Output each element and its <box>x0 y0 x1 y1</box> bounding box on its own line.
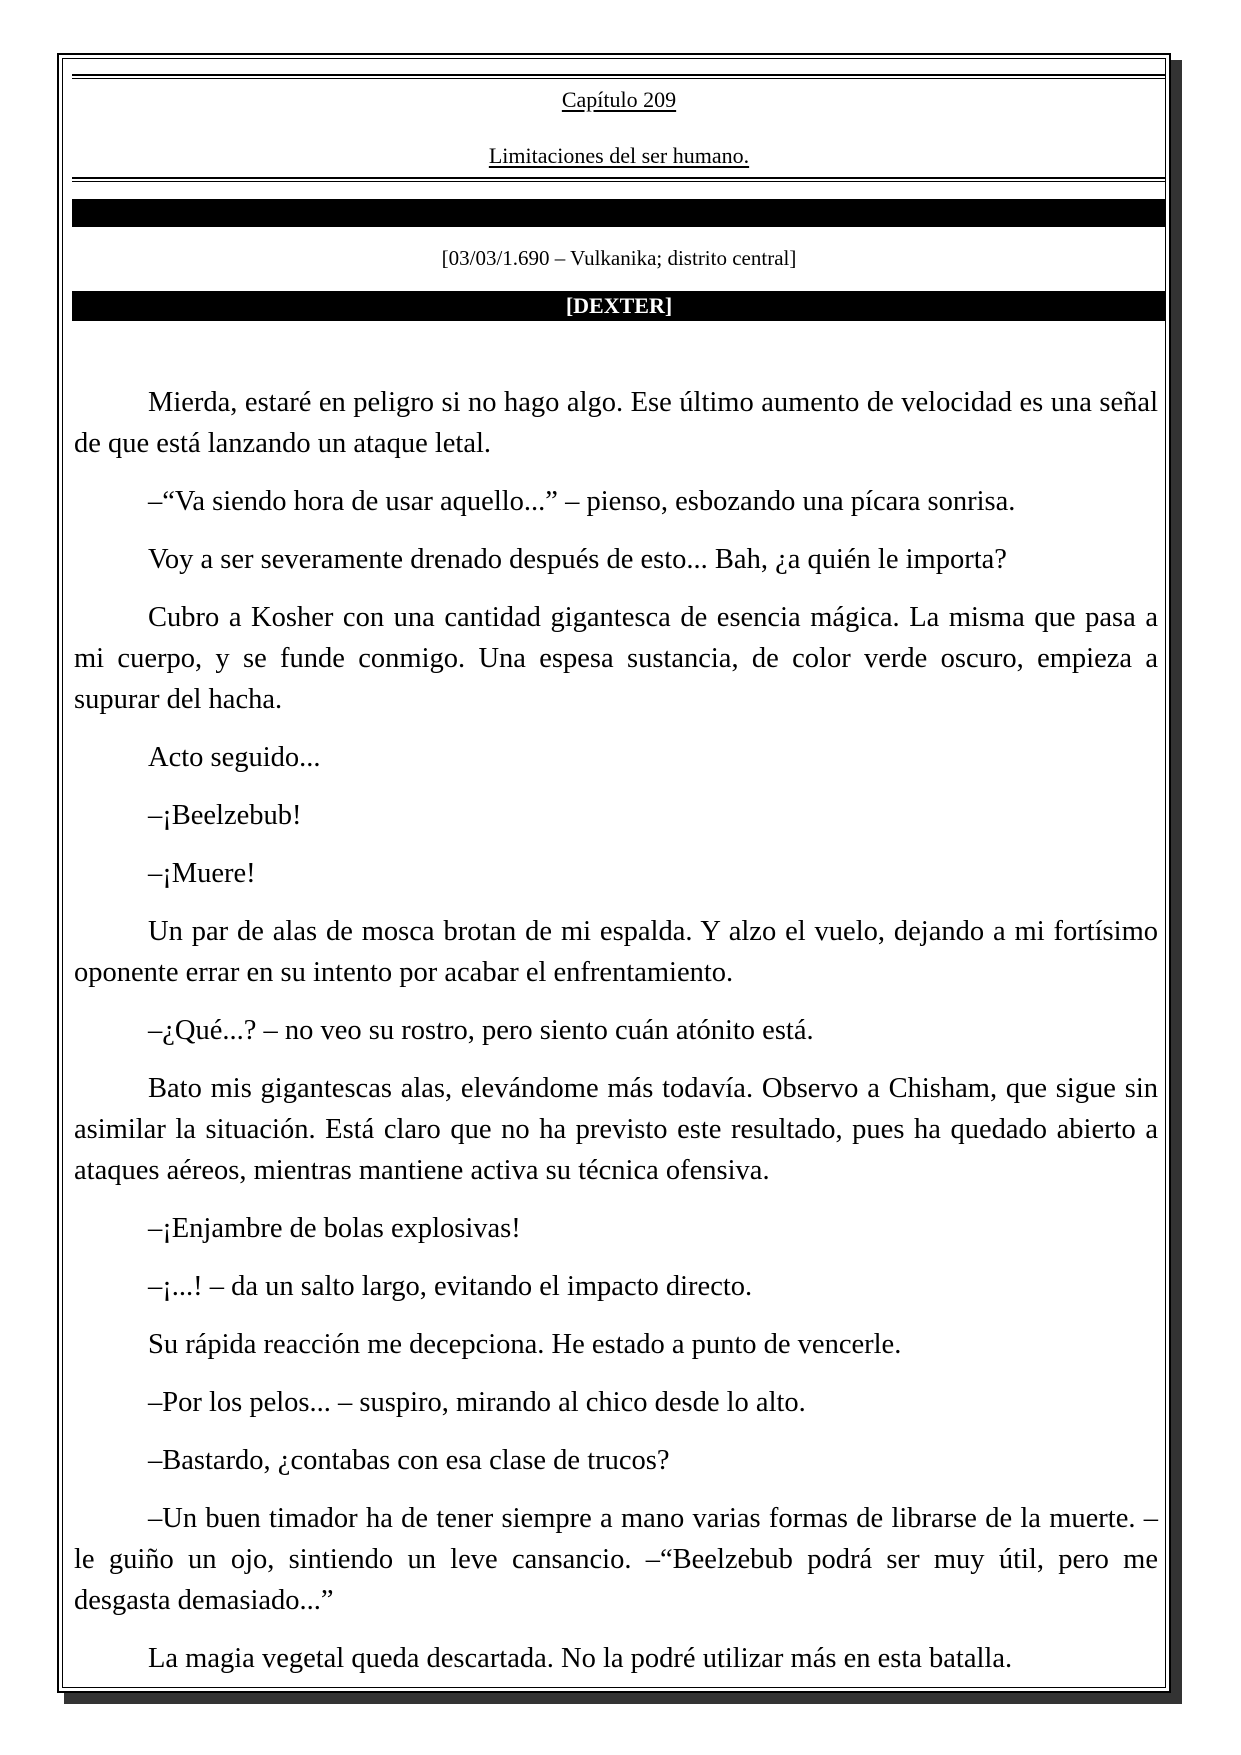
paragraph: –Por los pelos... – suspiro, mirando al chico desde lo alto. <box>148 1387 806 1418</box>
paragraph: Bato mis gigantescas alas, elevándome más todavía. Observo a Chisham, que sigue sin asimilar la situación. Está claro que no ha previsto este resultado, pues ha quedado abierto a ataques aéreos, mientras mantiene activa su técnica ofensiva. <box>74 1073 1158 1186</box>
paragraph: –¡...! – da un salto largo, evitando el impacto directo. <box>148 1271 753 1302</box>
paragraph: –Un buen timador ha de tener siempre a mano varias formas de librarse de la muerte. – le guiño un ojo, sintiendo un leve cansancio. –“Beelzebub podrá ser muy útil, pero me desgasta demasiado...” <box>74 1503 1158 1616</box>
pov-banner: [DEXTER] <box>72 291 1166 321</box>
paragraph: La magia vegetal queda descartada. No la podré utilizar más en esta batalla. <box>148 1643 1013 1674</box>
location-line: [03/03/1.690 – Vulkanika; distrito central] <box>441 246 797 270</box>
paragraph: Voy a ser severamente drenado después de esto... Bah, ¿a quién le importa? <box>148 544 1007 575</box>
paragraph: Cubro a Kosher con una cantidad gigantesca de esencia mágica. La misma que pasa a mi cuerpo, y se funde conmigo. Una espesa sustancia, de color verde oscuro, empieza a supurar del hacha. <box>74 602 1158 715</box>
paragraph: –¡Beelzebub! <box>148 800 302 831</box>
paragraph: Su rápida reacción me decepciona. He estado a punto de vencerle. <box>148 1329 902 1360</box>
title-rule <box>72 177 1166 182</box>
section-divider-bar <box>72 199 1166 227</box>
paragraph: –Bastardo, ¿contabas con esa clase de trucos? <box>148 1445 670 1476</box>
paragraph: –“Va siendo hora de usar aquello...” – pienso, esbozando una pícara sonrisa. <box>148 486 1016 517</box>
chapter-body <box>74 382 1158 1696</box>
paragraph: –¡Muere! <box>148 858 256 889</box>
chapter-number: Capítulo 209 <box>561 87 677 112</box>
paragraph: –¡Enjambre de bolas explosivas! <box>148 1213 521 1244</box>
paragraph: Acto seguido... <box>148 742 321 773</box>
paragraph: –¿Qué...? – no veo su rostro, pero siento cuán atónito está. <box>148 1015 814 1046</box>
paragraph: Mierda, estaré en peligro si no hago algo. Ese último aumento de velocidad es una señal de que está lanzando un ataque letal. <box>74 387 1158 459</box>
top-rule <box>72 74 1166 79</box>
paragraph: Un par de alas de mosca brotan de mi espalda. Y alzo el vuelo, dejando a mi fortísimo oponente errar en su intento por acabar el enfrentamiento. <box>74 916 1158 988</box>
chapter-title: Limitaciones del ser humano. <box>488 143 750 168</box>
